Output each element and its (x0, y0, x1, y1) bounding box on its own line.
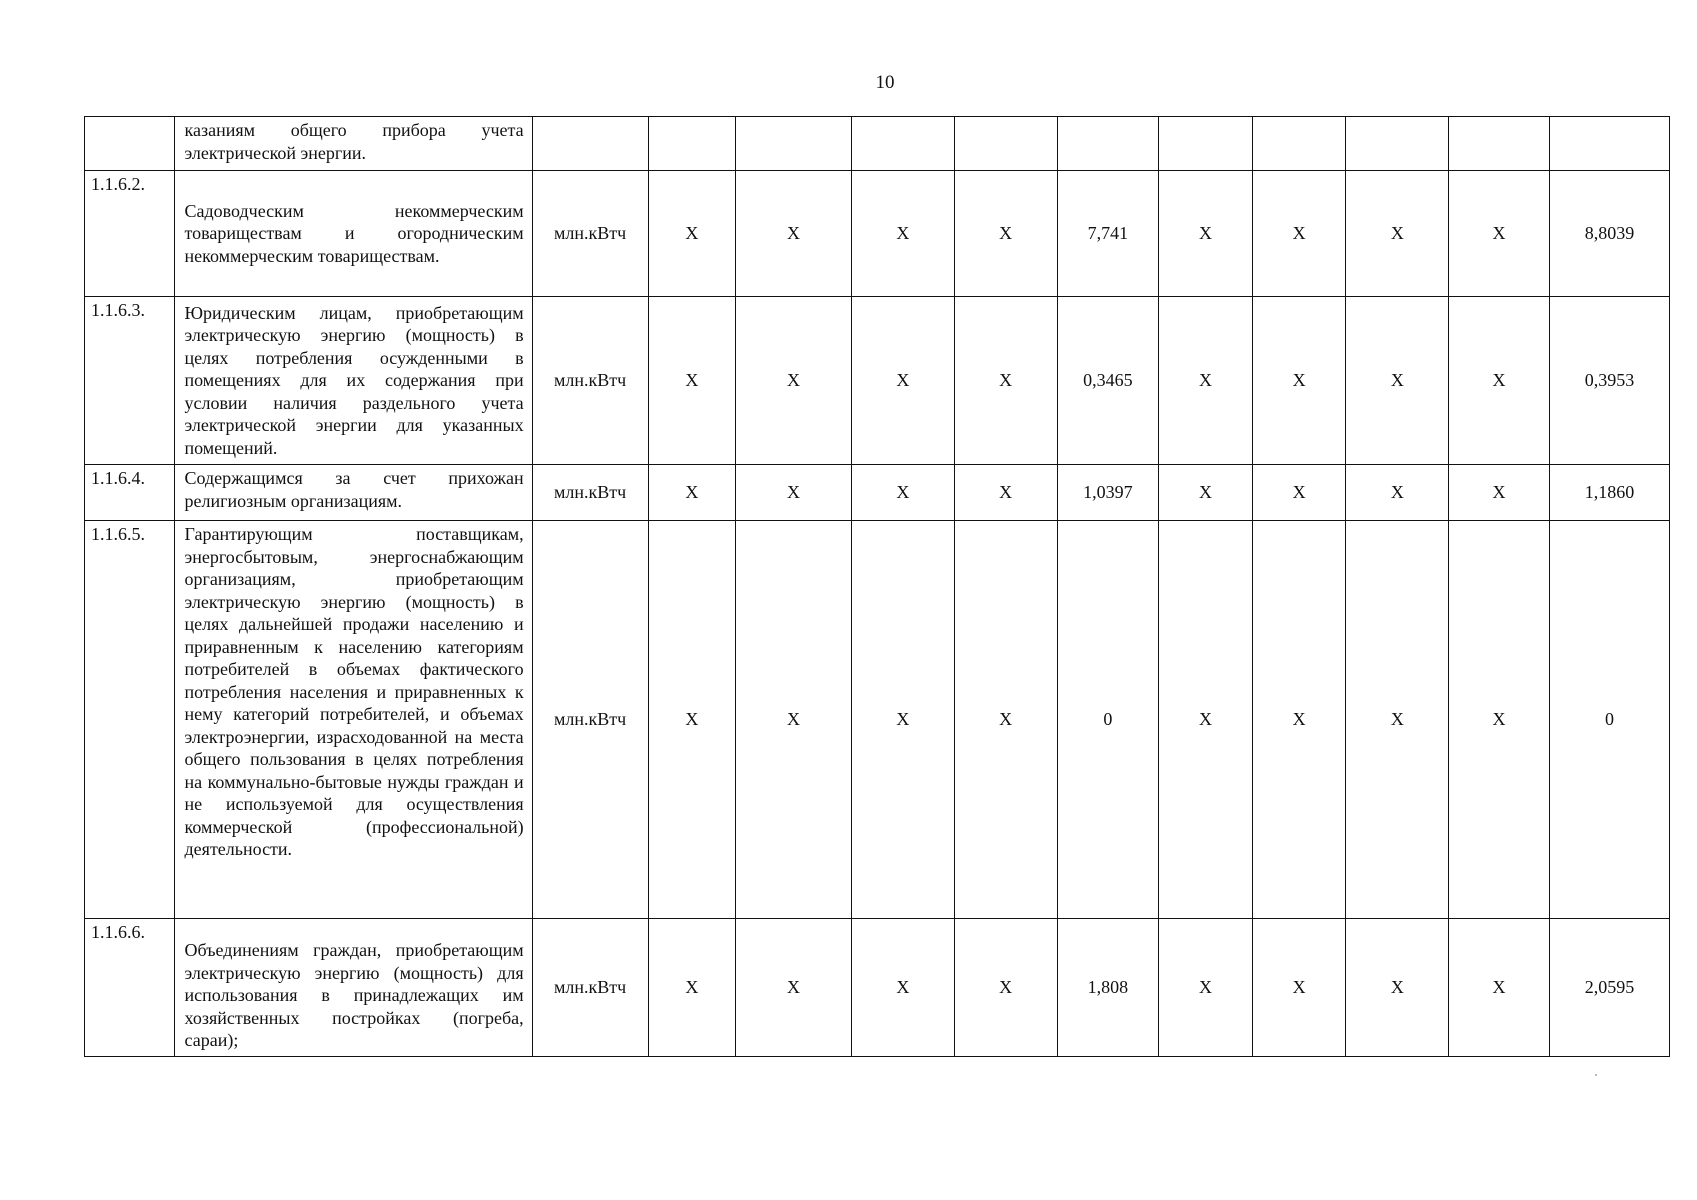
value-cell: 0 (1549, 521, 1669, 919)
value-cell: Х (648, 465, 735, 521)
value-cell: 0,3465 (1057, 297, 1159, 465)
scan-speck (1595, 1074, 1597, 1076)
value-cell: Х (648, 919, 735, 1057)
row-description: Объединениям граждан, приобретающим электрическую энергию (мощность) для использования в принадлежащих им хозяйственных постройках (погреба, сараи); (174, 919, 532, 1057)
value-cell: Х (1346, 919, 1449, 1057)
page-number: 10 (875, 72, 895, 93)
table-row (85, 171, 1670, 297)
value-cell (1252, 117, 1346, 171)
table-row (85, 297, 1670, 465)
value-cell: Х (1252, 465, 1346, 521)
value-cell: 1,808 (1057, 919, 1159, 1057)
value-cell (1057, 117, 1159, 171)
value-cell: Х (1449, 919, 1550, 1057)
value-cell: 0,3953 (1549, 297, 1669, 465)
value-cell: Х (1252, 919, 1346, 1057)
value-cell: 1,1860 (1549, 465, 1669, 521)
row-code (85, 117, 175, 171)
value-cell: 1,0397 (1057, 465, 1159, 521)
value-cell: Х (1252, 521, 1346, 919)
value-cell: Х (736, 171, 852, 297)
row-unit (532, 117, 648, 171)
value-cell: Х (852, 171, 955, 297)
value-cell: Х (1159, 919, 1253, 1057)
row-code: 1.1.6.2. (85, 171, 175, 297)
value-cell: Х (736, 465, 852, 521)
value-cell (648, 117, 735, 171)
row-code: 1.1.6.4. (85, 465, 175, 521)
row-unit: млн.кВтч (532, 171, 648, 297)
value-cell: Х (954, 171, 1057, 297)
value-cell: Х (648, 521, 735, 919)
table-row (85, 521, 1670, 919)
value-cell: Х (1346, 521, 1449, 919)
value-cell: Х (1159, 171, 1253, 297)
value-cell: Х (1159, 465, 1253, 521)
value-cell: Х (1252, 171, 1346, 297)
value-cell: Х (1449, 521, 1550, 919)
value-cell: 0 (1057, 521, 1159, 919)
row-description: Содержащимся за счет прихожан религиозным организациям. (174, 465, 532, 521)
value-cell: Х (1159, 521, 1253, 919)
value-cell: Х (852, 297, 955, 465)
value-cell: Х (1449, 465, 1550, 521)
value-cell: Х (852, 919, 955, 1057)
value-cell: Х (1159, 297, 1253, 465)
row-description: Юридическим лицам, приобретающим электрическую энергию (мощность) в целях потребления осужденными в помещениях для их содержания при условии наличия раздельного учета электрической энергии для указанных помещений. (174, 297, 532, 465)
value-cell: Х (648, 171, 735, 297)
value-cell: 2,0595 (1549, 919, 1669, 1057)
value-cell: Х (954, 521, 1057, 919)
value-cell: Х (852, 521, 955, 919)
value-cell (954, 117, 1057, 171)
value-cell: Х (1346, 465, 1449, 521)
row-description: казаниям общего прибора учета электрической энергии. (174, 117, 532, 171)
value-cell: Х (954, 297, 1057, 465)
value-cell (1346, 117, 1449, 171)
value-cell: 7,741 (1057, 171, 1159, 297)
value-cell: Х (1252, 297, 1346, 465)
row-description: Садоводческим некоммерческим товариществам и огородническим некоммерческим товариществам. (174, 171, 532, 297)
row-unit: млн.кВтч (532, 465, 648, 521)
value-cell (1159, 117, 1253, 171)
row-unit: млн.кВтч (532, 919, 648, 1057)
value-cell: Х (736, 919, 852, 1057)
value-cell: Х (1449, 171, 1550, 297)
value-cell: Х (1346, 171, 1449, 297)
tariff-balance-table (84, 116, 1670, 1057)
value-cell (736, 117, 852, 171)
value-cell (1549, 117, 1669, 171)
value-cell: Х (954, 465, 1057, 521)
row-code: 1.1.6.3. (85, 297, 175, 465)
value-cell (852, 117, 955, 171)
value-cell: Х (954, 919, 1057, 1057)
table-row (85, 919, 1670, 1057)
value-cell: Х (1449, 297, 1550, 465)
value-cell: Х (736, 521, 852, 919)
row-unit: млн.кВтч (532, 521, 648, 919)
row-code: 1.1.6.6. (85, 919, 175, 1057)
value-cell: Х (648, 297, 735, 465)
table-row (85, 117, 1670, 171)
row-description: Гарантирующим поставщикам, энергосбытовым, энергоснабжающим организациям, приобретающим электрическую энергию (мощность) в целях дальнейшей продажи населению и приравненным к населению категориям потребителей в объемах фактического потребления населения и приравненных к нему категорий потребителей, и объемах электроэнергии, израсходованной на места общего пользования в целях потребления на коммунально-бытовые нужды граждан и не используемой для осуществления коммерческой (профессиональной) деятельности. (174, 521, 532, 919)
value-cell: Х (1346, 297, 1449, 465)
table-row (85, 465, 1670, 521)
row-unit: млн.кВтч (532, 297, 648, 465)
value-cell: 8,8039 (1549, 171, 1669, 297)
value-cell: Х (852, 465, 955, 521)
value-cell: Х (736, 297, 852, 465)
row-code: 1.1.6.5. (85, 521, 175, 919)
value-cell (1449, 117, 1550, 171)
